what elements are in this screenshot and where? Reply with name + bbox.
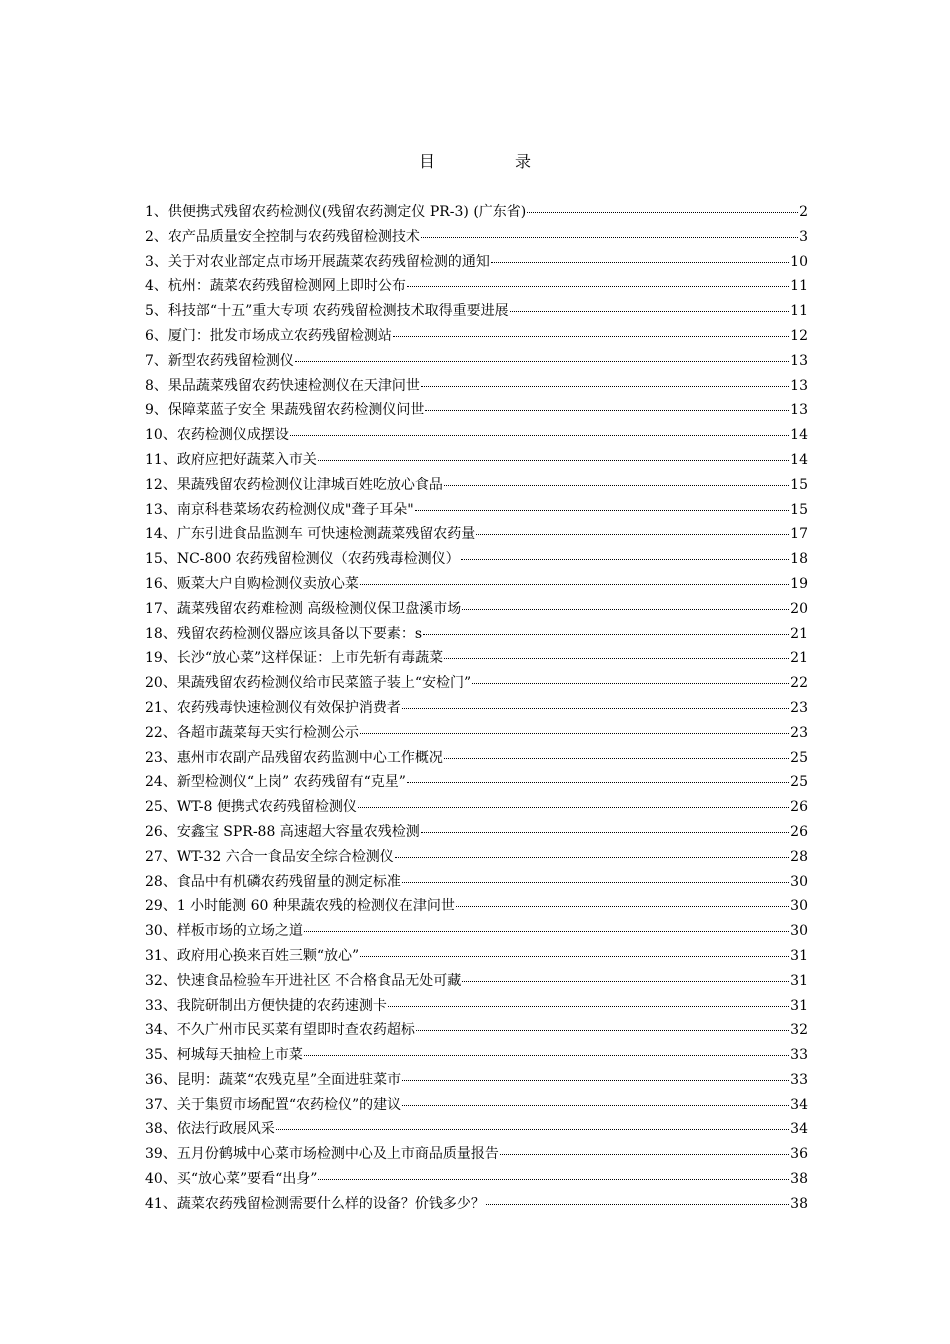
- toc-page-number: 31: [790, 997, 808, 1014]
- toc-entry[interactable]: [145, 299, 808, 324]
- toc-page-number: 14: [790, 451, 808, 468]
- toc-page-number: 33: [790, 1071, 808, 1088]
- toc-entry-text: 6、厦门：批发市场成立农药残留检测站: [145, 327, 392, 344]
- toc-dot-leader: [402, 708, 789, 709]
- toc-entry[interactable]: [145, 870, 808, 895]
- toc-entry[interactable]: [145, 944, 808, 969]
- toc-page-number: 30: [790, 873, 808, 890]
- toc-dot-leader: [402, 1105, 789, 1106]
- toc-entry-text: 24、新型检测仪“上岗” 农药残留有“克星”: [145, 774, 406, 791]
- toc-entry[interactable]: [145, 1093, 808, 1118]
- toc-dot-leader: [421, 386, 789, 387]
- toc-entry[interactable]: [145, 721, 808, 746]
- toc-entry[interactable]: [145, 795, 808, 820]
- toc-dot-leader: [360, 733, 789, 734]
- toc-entry-text: 28、食品中有机磷农药残留量的测定标准: [145, 873, 401, 890]
- toc-page-number: 22: [790, 675, 808, 692]
- toc-entry[interactable]: [145, 349, 808, 374]
- toc-entry[interactable]: [145, 274, 808, 299]
- toc-page-number: 18: [790, 551, 808, 568]
- toc-dot-leader: [416, 1030, 789, 1031]
- toc-page-number: 34: [790, 1096, 808, 1113]
- toc-entry-text: 26、安鑫宝 SPR-88 高速超大容量农残检测: [145, 823, 420, 840]
- toc-entry-text: 30、样板市场的立场之道: [145, 923, 303, 940]
- toc-dot-leader: [462, 981, 789, 982]
- toc-entry[interactable]: [145, 894, 808, 919]
- toc-entry-text: 10、农药检测仪成摆设: [145, 427, 289, 444]
- toc-entry[interactable]: [145, 1142, 808, 1167]
- toc-entry[interactable]: [145, 646, 808, 671]
- toc-entry[interactable]: [145, 746, 808, 771]
- toc-page-number: 36: [790, 1146, 808, 1163]
- toc-dot-leader: [415, 510, 789, 511]
- toc-entry[interactable]: [145, 919, 808, 944]
- toc-dot-leader: [423, 634, 789, 635]
- toc-title: 目录: [418, 152, 611, 171]
- toc-entry-text: 1、供便携式残留农药检测仪(残留农药测定仪 PR-3) (广东省): [145, 204, 527, 220]
- toc-dot-leader: [360, 956, 789, 957]
- toc-entry-text: 41、蔬菜农药残留检测需要什么样的设备？价钱多少？: [145, 1195, 485, 1212]
- toc-entry-text: 2、农产品质量安全控制与农药残留检测技术: [145, 228, 420, 245]
- toc-dot-leader: [360, 584, 789, 585]
- toc-dot-leader: [461, 559, 789, 560]
- toc-dot-leader: [486, 1204, 789, 1205]
- toc-page-number: 33: [790, 1047, 808, 1064]
- toc-page-number: 3: [799, 228, 808, 245]
- toc-entry[interactable]: [145, 671, 808, 696]
- toc-entry-text: 25、WT-8 便携式农药残留检测仪: [145, 799, 357, 816]
- toc-entry[interactable]: [145, 770, 808, 795]
- toc-dot-leader: [393, 336, 789, 337]
- toc-page-number: 26: [790, 823, 808, 840]
- toc-entry-text: 22、各超市蔬菜每天实行检测公示: [145, 724, 359, 741]
- toc-entry-text: 16、贩菜大户自购检测仪卖放心菜: [145, 575, 359, 592]
- toc-dot-leader: [510, 311, 790, 312]
- toc-entry[interactable]: [145, 547, 808, 572]
- toc-page-number: 34: [790, 1121, 808, 1138]
- toc-dot-leader: [462, 609, 789, 610]
- toc-entry[interactable]: [145, 1068, 808, 1093]
- toc-entry[interactable]: [145, 398, 808, 423]
- toc-page-number: 38: [790, 1171, 808, 1188]
- toc-entry-text: 23、惠州市农副产品残留农药监测中心工作概况: [145, 749, 443, 766]
- toc-entry-text: 13、南京科巷菜场农药检测仪成"聋子耳朵": [145, 501, 414, 518]
- toc-dot-leader: [421, 832, 789, 833]
- toc-entry[interactable]: [145, 845, 808, 870]
- toc-page-number: 11: [790, 303, 808, 320]
- toc-page-number: 13: [790, 352, 808, 369]
- toc-entry-text: 32、快速食品检验车开进社区 不合格食品无处可藏: [145, 972, 462, 989]
- toc-dot-leader: [527, 212, 798, 213]
- toc-dot-leader: [358, 807, 789, 808]
- toc-page-number: 2: [799, 204, 808, 220]
- toc-dot-leader: [456, 906, 789, 907]
- toc-page-number: 15: [790, 501, 808, 518]
- toc-page-number: 23: [790, 724, 808, 741]
- toc-dot-leader: [407, 782, 789, 783]
- toc-entry-text: 27、WT-32 六合一食品安全综合检测仪: [145, 848, 394, 865]
- toc-entry-text: 9、保障菜蓝子安全 果蔬残留农药检测仪问世: [145, 402, 425, 419]
- toc-entry[interactable]: [145, 696, 808, 721]
- toc-dot-leader: [276, 1129, 789, 1130]
- toc-entry-text: 33、我院研制出方便快捷的农药速测卡: [145, 997, 387, 1014]
- toc-page-number: 31: [790, 972, 808, 989]
- toc-dot-leader: [318, 1179, 789, 1180]
- toc-entry[interactable]: [145, 994, 808, 1019]
- toc-entry[interactable]: [145, 572, 808, 597]
- toc-entry-text: 4、杭州：蔬菜农药残留检测网上即时公布: [145, 278, 406, 295]
- toc-entry-text: 36、昆明：蔬菜“农残克星”全面进驻菜市: [145, 1071, 402, 1088]
- toc-entry[interactable]: [145, 423, 808, 448]
- toc-entry-text: 11、政府应把好蔬菜入市关: [145, 451, 317, 468]
- toc-page-number: 23: [790, 699, 808, 716]
- toc-dot-leader: [388, 1006, 789, 1007]
- toc-entry[interactable]: [145, 1043, 808, 1068]
- toc-dot-leader: [402, 882, 789, 883]
- toc-page-number: 28: [790, 848, 808, 865]
- toc-entry-text: 5、科技部“十五”重大专项 农药残留检测技术取得重要进展: [145, 303, 509, 320]
- toc-entry-text: 38、依法行政展风采: [145, 1121, 275, 1138]
- toc-page-number: 31: [790, 947, 808, 964]
- toc-page-number: 13: [790, 377, 808, 394]
- toc-page-number: 25: [790, 749, 808, 766]
- toc-page-number: 17: [790, 526, 808, 543]
- toc-entry[interactable]: [145, 622, 808, 647]
- toc-entry-text: 18、残留农药检测仪器应该具备以下要素：s: [145, 625, 422, 642]
- toc-page-number: 21: [790, 625, 808, 642]
- toc-entry-text: 15、NC-800 农药残留检测仪（农药残毒检测仪）: [145, 551, 460, 568]
- toc-dot-leader: [290, 435, 789, 436]
- toc-entry-text: 17、蔬菜残留农药难检测 高级检测仪保卫盘溪市场: [145, 600, 462, 617]
- toc-entry[interactable]: [145, 498, 808, 523]
- toc-dot-leader: [476, 534, 789, 535]
- toc-entry[interactable]: [145, 1117, 808, 1142]
- toc-entry[interactable]: [145, 597, 808, 622]
- toc-page-number: 11: [790, 278, 808, 295]
- toc-dot-leader: [304, 1055, 789, 1056]
- toc-dot-leader: [402, 1080, 789, 1081]
- toc-page-number: 26: [790, 799, 808, 816]
- toc-page-number: 32: [790, 1022, 808, 1039]
- toc-entry[interactable]: [145, 448, 808, 473]
- toc-dot-leader: [395, 857, 789, 858]
- toc-list: [145, 200, 808, 1217]
- toc-dot-leader: [425, 410, 789, 411]
- toc-entry[interactable]: [145, 1167, 808, 1192]
- toc-entry-text: 21、农药残毒快速检测仪有效保护消费者: [145, 699, 401, 716]
- toc-dot-leader: [491, 262, 789, 263]
- toc-dot-leader: [304, 931, 789, 932]
- toc-entry[interactable]: [145, 522, 808, 547]
- toc-entry[interactable]: [145, 820, 808, 845]
- toc-entry-text: 3、关于对农业部定点市场开展蔬菜农药残留检测的通知: [145, 253, 490, 270]
- toc-page-number: 25: [790, 774, 808, 791]
- toc-page-number: 12: [790, 327, 808, 344]
- toc-page-number: 30: [790, 923, 808, 940]
- toc-dot-leader: [444, 658, 789, 659]
- toc-entry-text: 20、果蔬残留农药检测仪给市民菜篮子装上“安检门”: [145, 675, 472, 692]
- toc-entry-text: 35、柯城每天抽检上市菜: [145, 1047, 303, 1064]
- toc-entry[interactable]: [145, 200, 808, 225]
- toc-page-number: 38: [790, 1195, 808, 1212]
- toc-dot-leader: [421, 237, 798, 238]
- toc-page-number: 10: [790, 253, 808, 270]
- toc-entry-text: 19、长沙“放心菜”这样保证：上市先斩有毒蔬菜: [145, 650, 444, 667]
- toc-entry[interactable]: [145, 1018, 808, 1043]
- toc-dot-leader: [444, 485, 789, 486]
- toc-dot-leader: [318, 460, 789, 461]
- toc-entry-text: 12、果蔬残留农药检测仪让津城百姓吃放心食品: [145, 476, 443, 493]
- toc-entry[interactable]: [145, 250, 808, 275]
- toc-entry[interactable]: [145, 473, 808, 498]
- toc-entry-text: 37、关于集贸市场配置“农药检仪”的建议: [145, 1096, 402, 1113]
- toc-page-number: 14: [790, 427, 808, 444]
- toc-entry[interactable]: [145, 969, 808, 994]
- toc-entry-text: 29、1 小时能测 60 种果蔬农残的检测仪在津问世: [145, 898, 455, 915]
- toc-entry-text: 40、买“放心菜”要看“出身”: [145, 1171, 318, 1188]
- toc-page-number: 20: [790, 600, 808, 617]
- toc-page-number: 19: [790, 575, 808, 592]
- toc-entry[interactable]: [145, 225, 808, 250]
- toc-dot-leader: [444, 758, 789, 759]
- toc-entry[interactable]: [145, 324, 808, 349]
- toc-entry-text: 39、五月份鹤城中心菜市场检测中心及上市商品质量报告: [145, 1146, 499, 1163]
- toc-entry[interactable]: [145, 374, 808, 399]
- toc-dot-leader: [500, 1154, 789, 1155]
- toc-page-number: 15: [790, 476, 808, 493]
- toc-entry-text: 14、广东引进食品监测车 可快速检测蔬菜残留农药量: [145, 526, 476, 543]
- toc-page-number: 13: [790, 402, 808, 419]
- toc-entry-text: 8、果品蔬菜残留农药快速检测仪在天津问世: [145, 377, 420, 394]
- toc-entry-text: 31、政府用心换来百姓三颗“放心”: [145, 947, 360, 964]
- toc-dot-leader: [295, 361, 789, 362]
- toc-dot-leader: [472, 683, 789, 684]
- toc-entry-text: 34、不久广州市民买菜有望即时查农药超标: [145, 1022, 415, 1039]
- toc-page-number: 21: [790, 650, 808, 667]
- toc-entry[interactable]: [145, 1192, 808, 1217]
- toc-page-number: 30: [790, 898, 808, 915]
- toc-entry-text: 7、新型农药残留检测仪: [145, 352, 294, 369]
- toc-dot-leader: [407, 286, 789, 287]
